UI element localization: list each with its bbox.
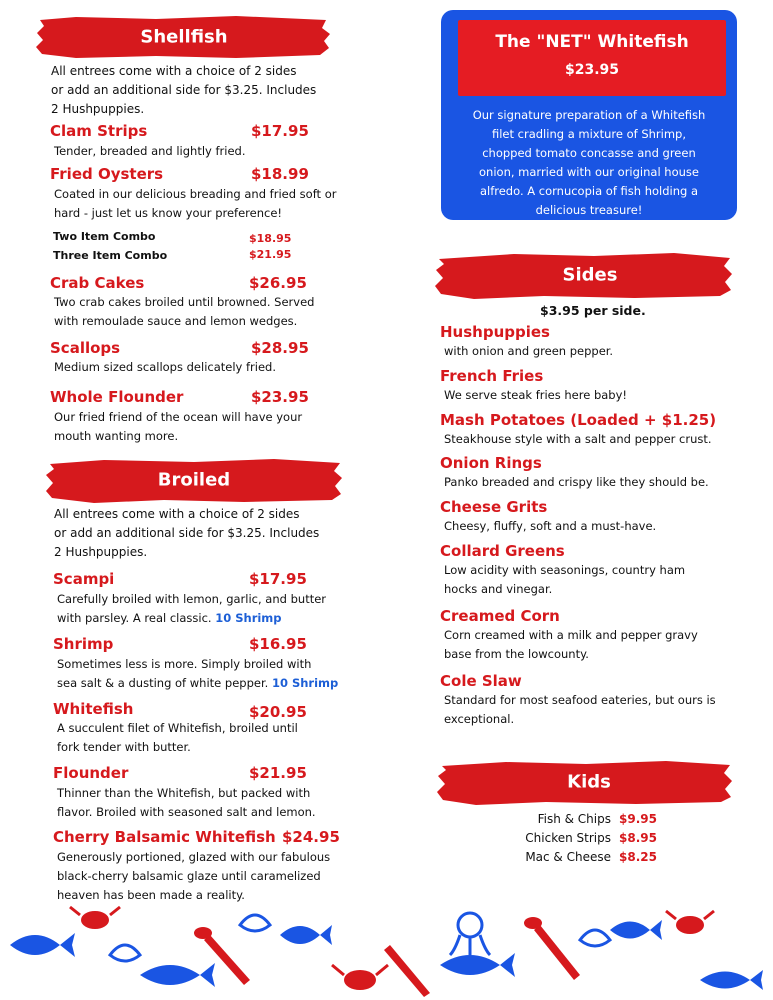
combo-name-two: Two Item Combo bbox=[53, 230, 156, 243]
broiled-intro: All entrees come with a choice of 2 sides or add an additional side for $3.25. Includes 2 Hushpuppies. bbox=[54, 507, 320, 559]
combo-price-three: $21.95 bbox=[249, 248, 292, 261]
shellfish-intro: All entrees come with a choice of 2 sides or add an additional side for $3.25. Includes 2 Hushpuppies. bbox=[51, 64, 317, 116]
shellfish-banner bbox=[36, 14, 332, 60]
side-name-cole-slaw: Cole Slaw bbox=[440, 672, 522, 690]
item-price-crab-cakes: $26.95 bbox=[249, 274, 307, 292]
shrimp-count-note: 10 Shrimp bbox=[271, 676, 339, 690]
side-name-hushpuppies: Hushpuppies bbox=[440, 323, 550, 341]
sides-price-note: $3.95 per side. bbox=[540, 303, 646, 318]
net-title-block bbox=[458, 20, 726, 96]
side-desc-cole-slaw: Standard for most seafood eateries, but ours is exceptional. bbox=[444, 693, 716, 726]
combo-name-three: Three Item Combo bbox=[53, 249, 168, 262]
net-price: $23.95 bbox=[564, 62, 620, 78]
side-name-mash-potatoes: Mash Potatoes (Loaded + $1.25) bbox=[440, 411, 717, 429]
item-price-flounder: $21.95 bbox=[249, 764, 307, 782]
kids-row bbox=[511, 831, 657, 845]
item-price-whole-flounder: $23.95 bbox=[251, 388, 309, 406]
kids-item-price: $8.25 bbox=[619, 850, 657, 864]
item-price-cherry-balsamic-whitefish: $24.95 bbox=[282, 828, 340, 846]
side-desc-collard-greens: Low acidity with seasonings, country ham hocks and vinegar. bbox=[444, 563, 686, 596]
side-desc-creamed-corn: Corn creamed with a milk and pepper gravy base from the lowcounty. bbox=[444, 628, 698, 661]
item-name-crab-cakes: Crab Cakes bbox=[50, 274, 145, 292]
item-name-fried-oysters: Fried Oysters bbox=[50, 165, 164, 183]
item-name-scallops: Scallops bbox=[50, 339, 121, 357]
kids-item-price: $8.95 bbox=[619, 831, 657, 845]
kids-item-name: Chicken Strips bbox=[525, 831, 611, 845]
item-desc-whitefish: A succulent filet of Whitefish, broiled until fork tender with butter. bbox=[57, 721, 298, 754]
item-desc-flounder: Thinner than the Whitefish, but packed with flavor. Broiled with seasoned salt and lemon. bbox=[57, 786, 316, 819]
item-name-flounder: Flounder bbox=[53, 764, 129, 782]
item-price-shrimp: $16.95 bbox=[249, 635, 307, 653]
item-desc-clam-strips: Tender, breaded and lightly fried. bbox=[54, 144, 246, 158]
side-desc-french-fries: We serve steak fries here baby! bbox=[444, 388, 628, 402]
net-title: The "NET" Whitefish bbox=[495, 32, 689, 52]
seafood-pattern-border bbox=[0, 905, 773, 1000]
item-price-fried-oysters: $18.99 bbox=[251, 165, 309, 183]
kids-banner bbox=[436, 758, 734, 806]
item-desc-fried-oysters: Coated in our delicious breading and fried soft or hard - just let us know your preference! bbox=[54, 187, 337, 220]
section-title-broiled: Broiled bbox=[157, 469, 231, 491]
item-desc-crab-cakes: Two crab cakes broiled until browned. Served with remoulade sauce and lemon wedges. bbox=[54, 295, 315, 328]
item-name-cherry-balsamic-whitefish: Cherry Balsamic Whitefish bbox=[53, 828, 276, 846]
item-desc-whole-flounder: Our fried friend of the ocean will have your mouth wanting more. bbox=[54, 410, 303, 443]
side-desc-cheese-grits: Cheesy, fluffy, soft and a must-have. bbox=[444, 519, 657, 533]
item-price-whitefish: $20.95 bbox=[249, 703, 307, 721]
item-name-shrimp: Shrimp bbox=[53, 635, 114, 653]
item-price-scampi: $17.95 bbox=[249, 570, 307, 588]
section-title-kids: Kids bbox=[567, 771, 611, 793]
item-price-clam-strips: $17.95 bbox=[251, 122, 309, 140]
kids-item-name: Fish & Chips bbox=[537, 812, 611, 826]
combo-price-two: $18.95 bbox=[249, 232, 292, 245]
item-name-scampi: Scampi bbox=[53, 570, 115, 588]
broiled-banner bbox=[44, 456, 344, 504]
item-name-clam-strips: Clam Strips bbox=[50, 122, 148, 140]
kids-row bbox=[511, 850, 657, 864]
item-name-whole-flounder: Whole Flounder bbox=[50, 388, 184, 406]
side-name-onion-rings: Onion Rings bbox=[440, 454, 542, 472]
item-name-whitefish: Whitefish bbox=[53, 700, 134, 718]
kids-item-name: Mac & Cheese bbox=[525, 850, 611, 864]
item-desc-scallops: Medium sized scallops delicately fried. bbox=[54, 360, 277, 374]
item-desc-scampi: Carefully broiled with lemon, garlic, and butter with parsley. A real classic. 10 Shrimp bbox=[57, 592, 327, 625]
side-desc-onion-rings: Panko breaded and crispy like they should be. bbox=[444, 475, 709, 489]
side-name-creamed-corn: Creamed Corn bbox=[440, 607, 560, 625]
item-desc-cherry-balsamic-whitefish: Generously portioned, glazed with our fabulous black-cherry balsamic glaze until caramelized heaven has been made a reality. bbox=[57, 850, 331, 902]
sides-banner bbox=[434, 250, 734, 300]
side-desc-mash-potatoes: Steakhouse style with a salt and pepper crust. bbox=[444, 432, 712, 446]
shrimp-count-note: 10 Shrimp bbox=[215, 611, 282, 625]
section-title-sides: Sides bbox=[562, 264, 618, 286]
section-title-shellfish: Shellfish bbox=[140, 26, 228, 48]
side-name-cheese-grits: Cheese Grits bbox=[440, 498, 548, 516]
item-desc-shrimp: Sometimes less is more. Simply broiled with sea salt & a dusting of white pepper. 10 Shrimp bbox=[57, 657, 339, 690]
net-whitefish-box bbox=[441, 10, 737, 220]
side-name-collard-greens: Collard Greens bbox=[440, 542, 565, 560]
kids-item-price: $9.95 bbox=[619, 812, 657, 826]
side-desc-hushpuppies: with onion and green pepper. bbox=[444, 344, 614, 358]
kids-row bbox=[511, 812, 657, 826]
item-price-scallops: $28.95 bbox=[251, 339, 309, 357]
net-description: Our signature preparation of a Whitefish filet cradling a mixture of Shrimp, chopped tomato concasse and green onion, married with our original house alfredo. A cornucopia of fish holding a delicious treasure! bbox=[472, 108, 706, 217]
side-name-french-fries: French Fries bbox=[440, 367, 544, 385]
